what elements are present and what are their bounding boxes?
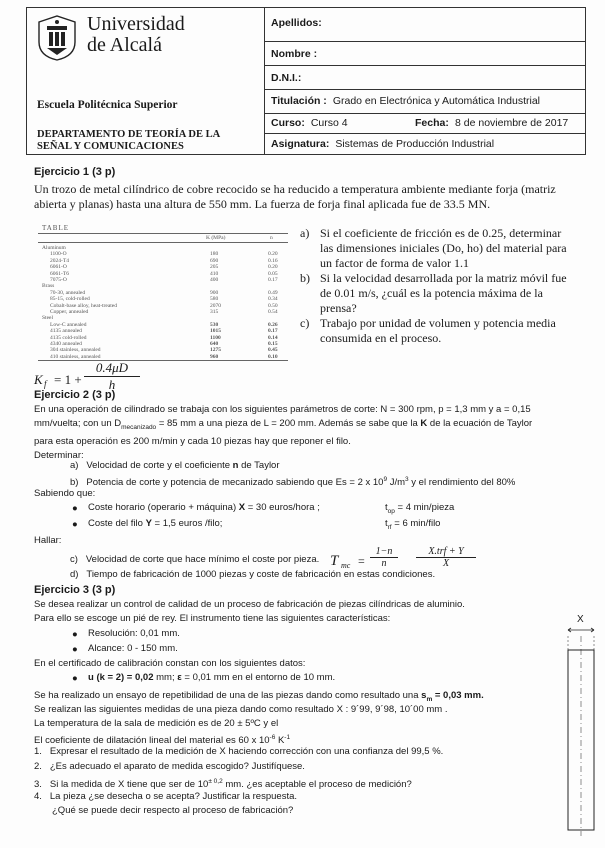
- table-caption: TABLE: [42, 224, 69, 232]
- table-row: 4135 annealed 1015 0.17: [50, 328, 278, 335]
- ex2-question-b: b) Potencia de corte y potencia de mecanizado sabiendo que Es = 2 x $10^9$ $J/m^3$ y el rendimiento del 80%: [70, 476, 516, 489]
- table-row: 1100-O 180 0.20: [50, 251, 278, 258]
- ex3-intro: Se desea realizar un control de calidad de un proceso de fabricación de piezas cilíndricas de aluminio. Para ello se escoge un pié de rey. El instrumento tiene las siguientes características:: [34, 599, 465, 624]
- bullet-icon: ●: [72, 519, 78, 530]
- ex3-question-2: 2. ¿Es adecuado el aparato de medida escogido? Justifíquese.: [34, 761, 305, 772]
- ex3-question-3: 3. Si la medida de X tiene que ser de $10^{\pm 0,2}$ mm. ¿es aceptable el proceso de medición?: [34, 778, 412, 791]
- ex2-intro: En una operación de cilindrado se trabaja con los siguientes parámetros de corte: N = 300 rpm, p = 1,3 mm y a = 0,15 mm/vuelta; con un $D_{mecanizado} = 85$ mm a una pieza de L = 200 mm. Además se sabe que la K de la ecuación de Taylor para esta operación es 200 m/min y cada 10 piezas hay que reponer el filo. Determinar:: [34, 404, 533, 461]
- titulacion-field: Titulación : Grado en Electrónica y Automática Industrial: [265, 90, 586, 114]
- ex1-title: Ejercicio 1 (3 p): [34, 166, 116, 178]
- table-row: 85-15, cold-rolled 580 0.34: [50, 296, 278, 303]
- table-row: 4340 annealed 640 0.15: [50, 341, 278, 347]
- ex3-question-4: 4. La pieza ¿se desecha o se acepta? Justificar la respuesta.: [34, 791, 298, 802]
- ex3-question-5: ¿Qué se puede decir respecto al proceso de fabricación?: [52, 805, 294, 816]
- table-row: 6061-O 205 0.20: [50, 264, 278, 271]
- ex2-question-c: c) Velocidad de corte que hace mínimo el coste por pieza.: [70, 554, 320, 565]
- nombre-field[interactable]: Nombre :: [265, 42, 586, 66]
- cylinder-figure: [566, 626, 596, 836]
- ex2-cost-hour: Coste horario (operario + máquina) X = 30 euros/hora ;: [88, 502, 320, 513]
- ex2-t-op: $t_{op} = 4$ min/pieza: [385, 502, 455, 515]
- ex3-coefficient: El coeficiente de dilatación lineal del material es 60 x $10^{-6}$ $K^{-1}$: [34, 734, 291, 747]
- university-name: Universidad de Alcalá: [87, 13, 185, 56]
- ex2-hallar: Hallar:: [34, 535, 62, 546]
- ex1-questions: [300, 226, 576, 346]
- ex2-cost-filo: Coste del filo Y = 1,5 euros /filo;: [88, 518, 223, 529]
- student-info-block: [265, 8, 586, 154]
- table-row: 6061-T6 410 0.05: [50, 270, 278, 277]
- exam-header: [26, 7, 586, 155]
- ex2-sabiendo: Sabiendo que:: [34, 488, 96, 499]
- ex1-intro: Un trozo de metal cilíndrico de cobre recocido se ha reducido a temperatura ambiente mediante forja (matriz abierta y planas) hasta una altura de 550 mm. La fuerza de forja final aplicada fue de 33.5 MN.: [34, 182, 556, 211]
- ex2-t-rf: $t_{rf} = 6$ min/filo: [385, 518, 441, 531]
- ex2-question-a: a) Velocidad de corte y el coeficiente n de Taylor: [70, 460, 280, 471]
- table-row: 70-30, annealed 900 0.49: [50, 289, 278, 296]
- institution-block: [27, 8, 265, 154]
- department-name: DEPARTAMENTO DE TEORÍA DE LA SEÑAL Y COMUNICACIONES: [37, 129, 221, 152]
- ex3-cert-data: u (k = 2) = 0,02 mm; ε = 0,01 mm en el entorno de 10 mm.: [88, 672, 336, 683]
- apellidos-field[interactable]: Apellidos:: [265, 8, 586, 42]
- ex2-title: Ejercicio 2 (3 p): [34, 389, 116, 401]
- table-row: Aluminum: [42, 245, 66, 251]
- bullet-icon: ●: [72, 673, 78, 684]
- ex3-temperature: La temperatura de la sala de medición es de 20 ± 5ºC y el: [34, 718, 279, 729]
- table-row: Copper, annealed 315 0.54: [50, 309, 278, 315]
- table-row: 7075-O 400 0.17: [50, 277, 278, 283]
- ex3-measurements: Se realizan las siguientes medidas de una pieza dando como resultado X : 9´99, 9´98, 10´00 mm .: [34, 704, 448, 715]
- table-row: 2024-T4 690 0.16: [50, 257, 278, 264]
- ex3-question-1: 1. Expresar el resultado de la medición de X haciendo corrección con una confianza del 99,5 %.: [34, 746, 444, 757]
- table-header-row: K (MPa) n: [206, 235, 273, 241]
- table-row: Brass: [42, 283, 55, 290]
- dni-field[interactable]: D.N.I.:: [265, 66, 586, 90]
- material-table: [38, 224, 288, 364]
- table-row: Low-C annealed 530 0.26: [50, 321, 278, 328]
- curso-fecha-field: Curso: Curso 4 Fecha: 8 de noviembre de 2017: [265, 114, 586, 134]
- table-row: 4135 cold-rolled 1100 0.14: [50, 334, 278, 341]
- university-crest-icon: [35, 12, 79, 62]
- ex3-resolution: Resolución: 0,01 mm.: [88, 628, 180, 639]
- dimension-label: X: [577, 614, 584, 625]
- table-row: 304 stainless, annealed 1275 0.45: [50, 347, 278, 354]
- ex2-question-d: d) Tiempo de fabricación de 1000 piezas y coste de fabricación en estas condiciones.: [70, 569, 436, 580]
- school-name: Escuela Politécnica Superior: [37, 99, 178, 111]
- table-row: Cobalt-base alloy, heat-treated 2070 0.50: [50, 302, 278, 309]
- ex1-question-a: a) Si el coeficiente de fricción es de 0.25, determinar las dimensiones iniciales (Do, ho) del material para un factor de forma de valor 1.1: [300, 226, 567, 270]
- ex3-title: Ejercicio 3 (3 p): [34, 584, 116, 596]
- ex3-repeatability: Se ha realizado un ensayo de repetibilidad de una de las piezas dando como resultado una $s_m = 0,03$ mm.: [34, 690, 484, 703]
- table-row: 410 stainless, annealed 960 0.10: [50, 353, 278, 360]
- bullet-icon: ●: [72, 644, 78, 655]
- bullet-icon: ●: [72, 503, 78, 514]
- ex3-cert: En el certificado de calibración constan con los siguientes datos:: [34, 658, 306, 669]
- ex1-question-c: c) Trabajo por unidad de volumen y potencia media consumida en el proceso.: [300, 316, 556, 345]
- table-row: Steel: [42, 315, 53, 322]
- ex1-question-b: b) Si la velocidad desarrollada por la matriz móvil fue de 0.01 m/s, ¿cuál es la potencia máxima de la prensa?: [300, 271, 567, 315]
- asignatura-field: Asignatura: Sistemas de Producción Industrial: [271, 138, 495, 150]
- bullet-icon: ●: [72, 629, 78, 640]
- ex3-range: Alcance: 0 - 150 mm.: [88, 643, 178, 654]
